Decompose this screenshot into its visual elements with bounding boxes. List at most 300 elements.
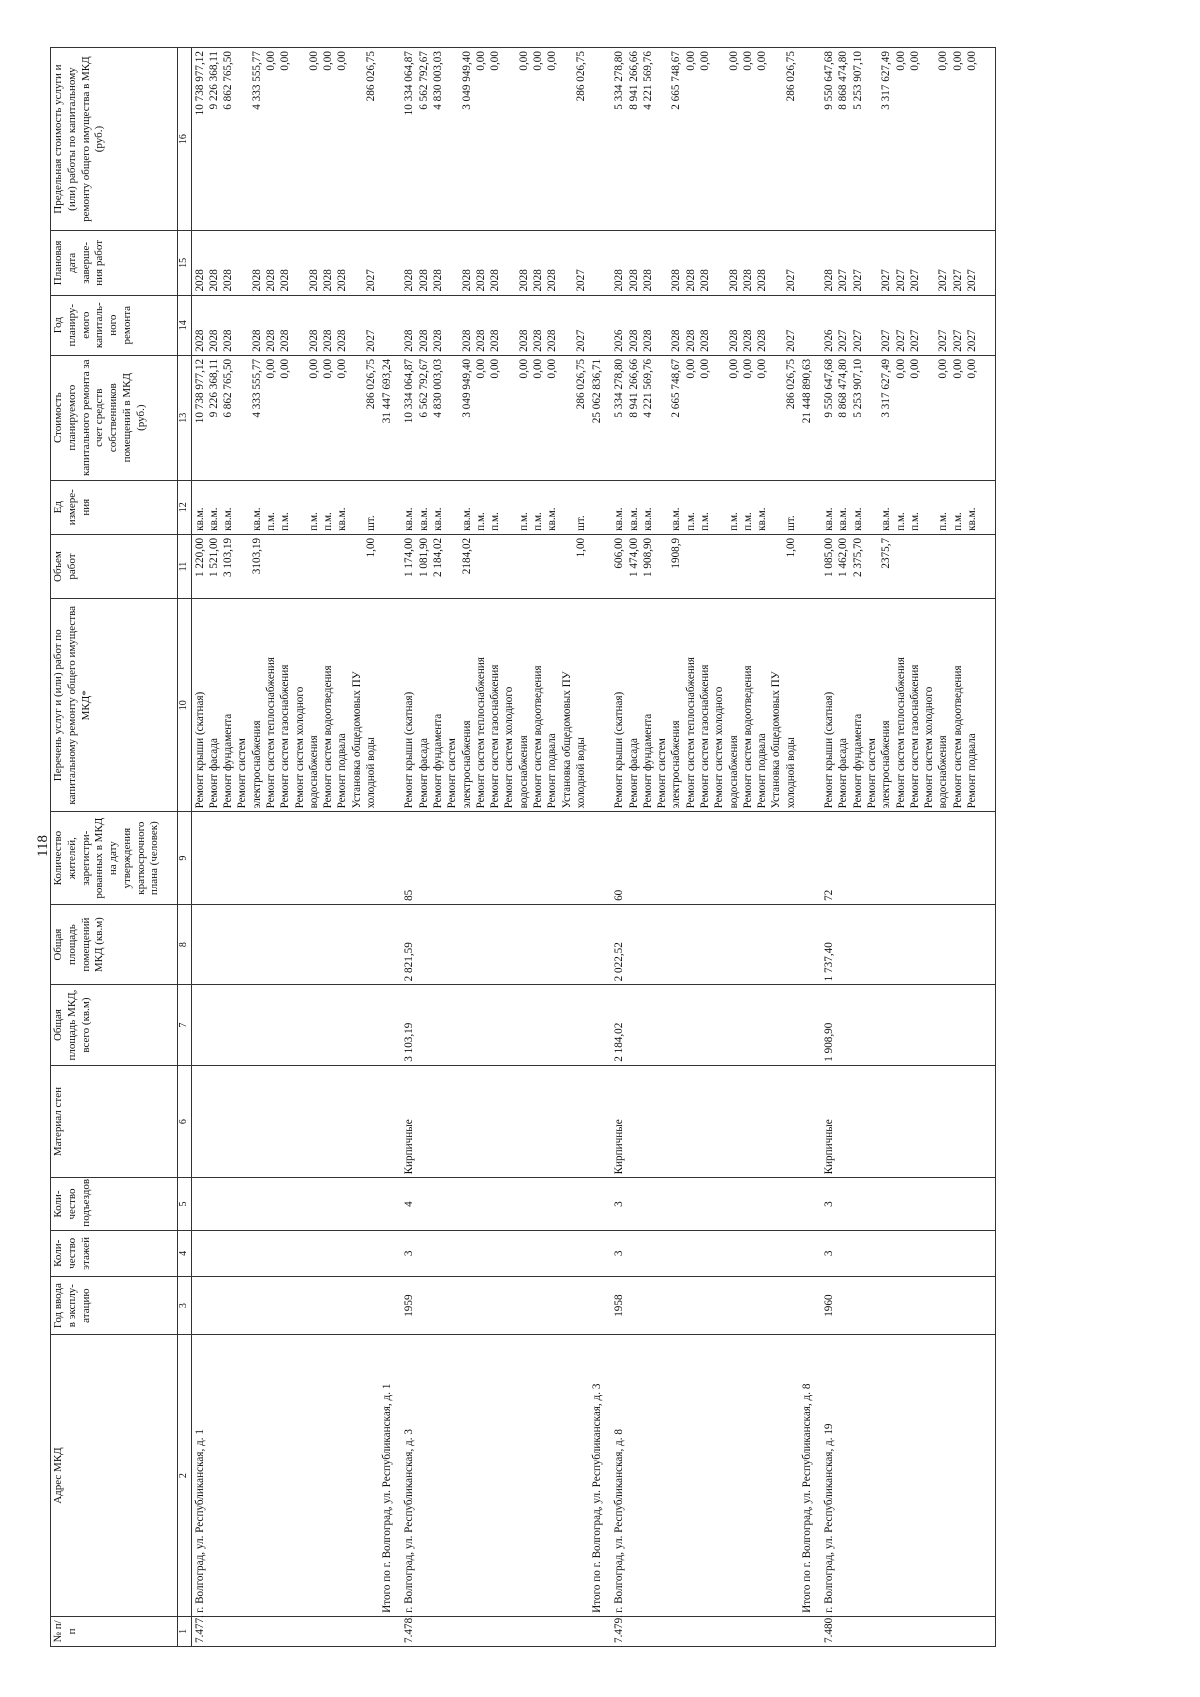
empty-cell	[799, 1276, 821, 1334]
work-end-date-line: 2027	[851, 269, 864, 292]
work-year-line: 2028	[336, 329, 349, 352]
total-row	[589, 48, 611, 1647]
column-number: 15	[178, 231, 192, 295]
work-volume-line: 1,00	[574, 537, 587, 558]
work-volume-line	[350, 538, 364, 595]
work-name-line: Ремонт крыши (скатная)	[823, 691, 836, 809]
work-volume-line	[545, 538, 559, 595]
wall-material: Кирпичные	[611, 1065, 799, 1178]
work-year-line: 2028	[627, 329, 640, 352]
work-limit-cost-line: 8 868 474,80	[837, 51, 850, 110]
header-cell-5: Коли-чество подъездов	[51, 1178, 178, 1230]
work-cost-line: 8 941 266,66	[627, 358, 640, 418]
work-unit-line: п.м.	[699, 512, 711, 531]
work-cost-line: 0,00	[322, 358, 335, 379]
work-unit-line: шт.	[784, 515, 797, 531]
work-volume-line: 2184,02	[460, 537, 473, 575]
work-cost-line: 4 333 555,77	[250, 358, 263, 418]
work-year-line: 2028	[431, 329, 444, 352]
work-name-line: Ремонт систем теплоснабжения	[264, 657, 277, 809]
work-year-line	[655, 299, 669, 352]
header-cell-14: Год планиру-емого капиталь-ного ремонта	[51, 295, 178, 355]
wall-material	[191, 1065, 379, 1178]
entrances-count: 3	[821, 1178, 996, 1230]
work-limit-cost-line: 0,00	[741, 51, 754, 71]
total-row	[379, 48, 401, 1647]
work-end-date-line: 2028	[460, 269, 473, 292]
work-name-line: электроснабжения	[880, 720, 893, 809]
work-cost-line: 0,00	[684, 358, 697, 379]
table-body	[191, 48, 996, 1647]
work-name-line: Ремонт систем холодного	[293, 686, 306, 809]
work-name-line: Ремонт систем теплоснабжения	[894, 657, 907, 809]
address: г. Волгоград, ул. Республиканская, д. 1	[191, 1335, 379, 1617]
header-cell-6: Материал стен	[51, 1065, 178, 1178]
work-unit-line	[922, 484, 936, 531]
work-name-line: Ремонт фундамента	[851, 713, 864, 809]
entrances-count: 3	[611, 1178, 799, 1230]
empty-cell	[379, 231, 401, 295]
work-limit-cost-line	[235, 51, 249, 227]
work-name-line: водоснабжения	[307, 735, 320, 809]
work-cost-line: 0,00	[532, 358, 545, 379]
work-name-line: Ремонт крыши (скатная)	[193, 691, 206, 809]
work-end-date-line: 2028	[489, 269, 502, 292]
work-end-date-line: 2027	[951, 269, 964, 292]
work-cost-line	[560, 359, 574, 477]
empty-cell	[379, 1276, 401, 1334]
work-end-date-line	[235, 234, 249, 291]
work-limit-cost-line: 0,00	[908, 51, 921, 71]
floors-count: 3	[821, 1230, 996, 1276]
work-limit-cost-line: 0,00	[966, 51, 979, 71]
rooms-area	[191, 904, 379, 984]
work-limit-cost-line: 6 862 765,50	[222, 51, 235, 110]
work-end-date-line: 2028	[517, 269, 530, 292]
rotated-table-container	[50, 47, 1180, 1647]
empty-cell	[799, 231, 821, 295]
work-limit-cost-line: 10 738 977,12	[193, 51, 206, 116]
work-name-line: Ремонт фасада	[627, 738, 640, 809]
work-cost-line	[922, 359, 936, 477]
work-limit-cost-line: 6 562 792,67	[417, 51, 430, 110]
work-year-line: 2028	[222, 329, 235, 352]
empty-cell	[379, 295, 401, 355]
total-cost: 21 448 890,63	[799, 355, 821, 480]
work-limit-cost-line: 286 026,75	[365, 51, 378, 102]
work-name-line: Ремонт систем	[236, 738, 249, 809]
work-unit-line: п.м.	[264, 512, 277, 531]
work-cost-line: 0,00	[894, 358, 907, 379]
work-volume-line: 2 375,70	[851, 537, 864, 577]
work-year-line: 2028	[279, 329, 292, 352]
work-limit-cost	[401, 48, 589, 231]
empty-cell	[589, 904, 611, 984]
commission-year: 1960	[821, 1276, 996, 1334]
work-year	[611, 295, 799, 355]
work-name-line: Ремонт крыши (скатная)	[403, 691, 416, 809]
work-cost-line: 3 049 949,40	[460, 358, 473, 418]
work-end-date-line: 2028	[684, 269, 697, 292]
work-end-date-line	[712, 234, 726, 291]
total-area: 1 908,90	[821, 985, 996, 1065]
commission-year: 1958	[611, 1276, 799, 1334]
table-row	[611, 48, 799, 1647]
work-year-line: 2027	[908, 329, 921, 352]
work-unit-line: кв.м.	[823, 507, 836, 531]
total-cost: 25 062 836,71	[589, 355, 611, 480]
work-unit-line: п.м.	[474, 512, 487, 531]
work-unit-line: кв.м.	[403, 507, 416, 531]
commission-year	[191, 1276, 379, 1334]
work-cost-line: 286 026,75	[784, 358, 797, 410]
empty-cell	[589, 48, 611, 231]
work-limit-cost-line	[445, 51, 459, 227]
work-limit-cost-line: 286 026,75	[574, 51, 587, 102]
work-limit-cost-line	[769, 51, 783, 227]
work-volume-line: 1,00	[784, 537, 797, 558]
total-num-cell	[589, 1616, 611, 1646]
work-name-line: водоснабжения	[937, 735, 950, 809]
work-volume-line	[655, 538, 669, 595]
row-number: 7.480.	[821, 1616, 996, 1646]
work-end-date-line: 2028	[546, 269, 559, 292]
work-name-line: Ремонт систем водоотведения	[951, 665, 964, 809]
work-name-line: Ремонт фасада	[837, 738, 850, 809]
work-name-line: Ремонт систем газоснабжения	[489, 664, 502, 809]
work-end-date-line: 2027	[784, 269, 797, 292]
empty-cell	[379, 904, 401, 984]
empty-cell	[589, 534, 611, 598]
work-unit-line: кв.м.	[837, 507, 850, 531]
work-end-date-line: 2028	[207, 269, 220, 292]
work-end-date	[821, 231, 996, 295]
work-volume-line: 3103,19	[250, 537, 263, 575]
empty-cell	[799, 1178, 821, 1230]
work-unit-line	[769, 484, 783, 531]
residents-count	[191, 812, 379, 905]
header-cell-13: Стоимость планируемого капитального ремонта за счет средств собственников помещений в МКД (руб.)	[51, 355, 178, 480]
work-name-line: Ремонт систем	[446, 738, 459, 809]
work-cost-line	[712, 359, 726, 477]
work-limit-cost-line: 0,00	[279, 51, 292, 71]
work-year-line: 2028	[207, 329, 220, 352]
work-year-line	[922, 299, 936, 352]
work-unit-line: кв.м.	[670, 507, 683, 531]
work-volume	[191, 534, 379, 598]
capital-repair-table	[50, 47, 996, 1647]
work-unit-line: кв.м.	[756, 507, 769, 531]
work-limit-cost-line: 2 665 748,67	[670, 51, 683, 110]
work-cost-line: 5 334 278,80	[613, 358, 626, 418]
column-number: 13	[178, 355, 192, 480]
work-cost	[401, 355, 589, 480]
work-year-line	[865, 299, 879, 352]
work-unit-line: п.м.	[322, 512, 335, 531]
work-unit-line: кв.м.	[627, 507, 640, 531]
work-volume-line	[698, 538, 712, 595]
work-volume-line: 1 081,90	[417, 537, 430, 577]
work-unit-line: кв.м.	[336, 507, 349, 531]
total-num-cell	[379, 1616, 401, 1646]
work-unit-line: п.м.	[894, 512, 907, 531]
work-limit-cost-line: 0,00	[937, 51, 950, 71]
header-cell-15: Плановая дата заверше-ния работ	[51, 231, 178, 295]
work-limit-cost-line: 0,00	[727, 51, 740, 71]
header-cell-2: Адрес МКД	[51, 1335, 178, 1617]
work-year-line: 2028	[460, 329, 473, 352]
row-number: 7.477.	[191, 1616, 379, 1646]
work-limit-cost-line: 3 317 627,49	[880, 51, 893, 110]
empty-cell	[589, 1276, 611, 1334]
work-cost-line: 10 738 977,12	[193, 358, 206, 424]
work-volume-line	[293, 538, 307, 595]
work-unit-line: п.м.	[532, 512, 545, 531]
work-end-date-line: 2027	[837, 269, 850, 292]
work-limit-cost	[191, 48, 379, 231]
work-unit-line	[293, 484, 307, 531]
work-cost-line: 0,00	[336, 358, 349, 379]
work-name-line: Ремонт фасада	[417, 738, 430, 809]
work-limit-cost-line	[560, 51, 574, 227]
work-cost	[191, 355, 379, 480]
work-limit-cost-line: 0,00	[307, 51, 320, 71]
work-year-line: 2028	[417, 329, 430, 352]
work-limit-cost-line: 4 333 555,77	[250, 51, 263, 110]
table-row	[191, 48, 379, 1647]
work-end-date	[401, 231, 589, 295]
work-end-date-line: 2028	[474, 269, 487, 292]
work-year-line: 2028	[250, 329, 263, 352]
work-year-line: 2028	[322, 329, 335, 352]
column-number: 12	[178, 480, 192, 534]
work-name-line: Ремонт систем	[656, 738, 669, 809]
works-list	[821, 599, 996, 812]
work-year	[191, 295, 379, 355]
work-year-line: 2027	[365, 329, 378, 352]
row-number: 7.478.	[401, 1616, 589, 1646]
work-unit-line: кв.м.	[222, 507, 235, 531]
work-end-date-line: 2028	[264, 269, 277, 292]
work-cost-line	[655, 359, 669, 477]
works-list	[611, 599, 799, 812]
work-limit-cost-line: 0,00	[322, 51, 335, 71]
work-volume-line	[335, 538, 349, 595]
column-number: 7	[178, 985, 192, 1065]
work-unit-line	[560, 484, 574, 531]
work-end-date	[611, 231, 799, 295]
work-end-date-line: 2027	[937, 269, 950, 292]
work-year-line	[445, 299, 459, 352]
empty-cell	[799, 534, 821, 598]
work-volume-line	[488, 538, 502, 595]
work-year-line: 2028	[403, 329, 416, 352]
work-cost-line	[293, 359, 307, 477]
work-end-date-line: 2028	[322, 269, 335, 292]
work-name-line: водоснабжения	[517, 735, 530, 809]
work-end-date-line: 2027	[908, 269, 921, 292]
work-unit-line: п.м.	[951, 512, 964, 531]
work-cost-line: 0,00	[474, 358, 487, 379]
work-name-line: электроснабжения	[460, 720, 473, 809]
work-end-date-line: 2028	[417, 269, 430, 292]
work-name-line: Ремонт фундамента	[641, 713, 654, 809]
work-unit-line: кв.м.	[460, 507, 473, 531]
work-cost-line: 286 026,75	[365, 358, 378, 410]
total-label: Итого по г. Волгоград, ул. Республиканская, д. 3	[589, 1335, 611, 1617]
work-end-date-line	[769, 234, 783, 291]
work-cost-line: 0,00	[699, 358, 711, 379]
column-number: 3	[178, 1276, 192, 1334]
work-limit-cost-line: 0,00	[264, 51, 277, 71]
work-unit-line: кв.м.	[417, 507, 430, 531]
work-volume-line: 3 103,19	[222, 537, 235, 577]
work-volume-line	[755, 538, 769, 595]
work-end-date-line: 2027	[574, 269, 587, 292]
work-unit-line	[865, 484, 879, 531]
work-name-line: Ремонт систем холодного	[923, 686, 936, 809]
total-cost: 31 447 693,24	[379, 355, 401, 480]
work-name-line: Ремонт систем теплоснабжения	[684, 657, 697, 809]
work-volume-line	[769, 538, 783, 595]
work-volume-line: 1 220,00	[193, 537, 206, 577]
work-limit-cost-line: 286 026,75	[784, 51, 797, 102]
work-name-line: холодной воды	[574, 737, 587, 809]
work-volume-line	[278, 538, 292, 595]
work-volume-line: 2375,7	[880, 537, 893, 569]
empty-cell	[379, 812, 401, 905]
work-volume-line	[922, 538, 936, 595]
work-volume	[821, 534, 996, 598]
work-name-line: Ремонт систем водоотведения	[741, 665, 754, 809]
address: г. Волгоград, ул. Республиканская, д. 8	[611, 1335, 799, 1617]
work-name-line: Ремонт систем водоотведения	[322, 665, 335, 809]
work-cost-line: 8 868 474,80	[837, 358, 850, 418]
work-year-line: 2028	[307, 329, 320, 352]
work-year-line: 2028	[532, 329, 545, 352]
work-cost-line	[865, 359, 879, 477]
work-cost-line: 9 226 368,11	[207, 358, 220, 418]
work-unit-line: п.м.	[307, 512, 320, 531]
work-end-date-line: 2028	[670, 269, 683, 292]
work-cost-line: 2 665 748,67	[670, 358, 683, 418]
residents-count: 60	[611, 812, 799, 905]
header-cell-11: Объем работ	[51, 534, 178, 598]
work-year-line: 2028	[489, 329, 502, 352]
work-cost-line	[350, 359, 364, 477]
work-name-line: электроснабжения	[670, 720, 683, 809]
work-volume	[401, 534, 589, 598]
work-unit-line: п.м.	[741, 512, 754, 531]
work-limit-cost-line	[712, 51, 726, 227]
empty-cell	[799, 48, 821, 231]
work-name-line: Ремонт систем холодного	[503, 686, 516, 809]
work-year-line	[350, 299, 364, 352]
work-unit-line: п.м.	[489, 512, 502, 531]
rooms-area: 1 737,40	[821, 904, 996, 984]
empty-cell	[379, 1230, 401, 1276]
empty-cell	[589, 480, 611, 534]
works-list	[191, 599, 379, 812]
work-volume-line	[560, 538, 574, 595]
empty-cell	[589, 1178, 611, 1230]
work-limit-cost-line: 9 226 368,11	[207, 51, 220, 110]
work-unit-line: кв.м.	[193, 507, 206, 531]
total-num-cell	[799, 1616, 821, 1646]
work-limit-cost-line: 0,00	[684, 51, 697, 71]
floors-count: 3	[611, 1230, 799, 1276]
empty-cell	[379, 1178, 401, 1230]
page-number: 118	[35, 835, 51, 857]
work-unit-line: п.м.	[937, 512, 950, 531]
work-end-date-line: 2028	[279, 269, 292, 292]
work-unit-line: п.м.	[727, 512, 740, 531]
work-volume-line	[908, 538, 922, 595]
work-limit-cost-line: 4 221 569,76	[641, 51, 654, 110]
work-unit-line: п.м.	[517, 512, 530, 531]
work-volume-line	[865, 538, 879, 595]
work-cost-line: 4 221 569,76	[641, 358, 654, 418]
work-year-line: 2028	[699, 329, 711, 352]
work-volume-line: 606,00	[613, 537, 626, 569]
work-limit-cost-line: 0,00	[699, 51, 711, 71]
work-unit-line: шт.	[365, 515, 378, 531]
work-unit-line: кв.м.	[546, 507, 559, 531]
total-label: Итого по г. Волгоград, ул. Республиканская, д. 8	[799, 1335, 821, 1617]
work-volume-line: 1 908,90	[641, 537, 654, 577]
work-name-line: Ремонт фундамента	[222, 713, 235, 809]
work-end-date-line	[560, 234, 574, 291]
empty-cell	[799, 599, 821, 812]
empty-cell	[379, 599, 401, 812]
work-volume-line	[235, 538, 249, 595]
work-unit-line: п.м.	[908, 512, 921, 531]
work-end-date-line: 2027	[894, 269, 907, 292]
work-cost-line: 0,00	[937, 358, 950, 379]
column-number: 14	[178, 295, 192, 355]
work-year	[401, 295, 589, 355]
work-cost-line	[235, 359, 249, 477]
work-volume-line: 1,00	[365, 537, 378, 558]
work-year-line	[502, 299, 516, 352]
work-volume-line	[684, 538, 698, 595]
work-end-date-line: 2028	[222, 269, 235, 292]
work-end-date-line: 2028	[627, 269, 640, 292]
empty-cell	[799, 904, 821, 984]
work-cost-line: 0,00	[951, 358, 964, 379]
work-end-date-line: 2028	[823, 269, 836, 292]
work-cost-line: 0,00	[741, 358, 754, 379]
row-number: 7.479.	[611, 1616, 799, 1646]
work-volume-line	[474, 538, 488, 595]
work-year-line: 2028	[546, 329, 559, 352]
column-number: 2	[178, 1335, 192, 1617]
work-volume-line: 1 174,00	[403, 537, 416, 577]
work-end-date	[191, 231, 379, 295]
floors-count: 3	[401, 1230, 589, 1276]
work-end-date-line: 2027	[365, 269, 378, 292]
work-end-date-line: 2028	[613, 269, 626, 292]
work-end-date-line: 2028	[699, 269, 711, 292]
work-year-line: 2027	[851, 329, 864, 352]
work-cost-line: 0,00	[489, 358, 502, 379]
work-year-line	[235, 299, 249, 352]
work-limit-cost-line	[922, 51, 936, 227]
work-cost-line	[502, 359, 516, 477]
work-volume-line: 1 085,00	[823, 537, 836, 577]
empty-cell	[379, 480, 401, 534]
work-volume-line: 2 184,02	[431, 537, 444, 577]
